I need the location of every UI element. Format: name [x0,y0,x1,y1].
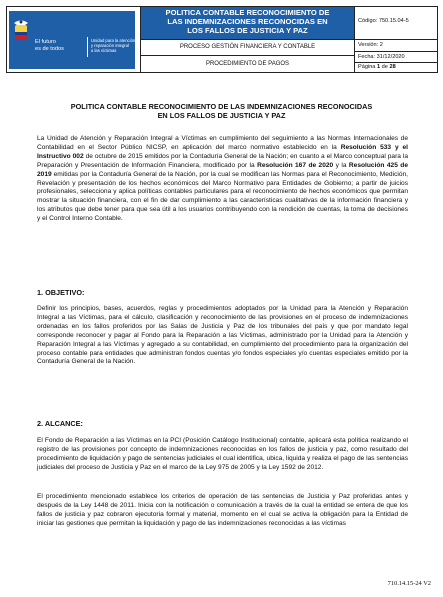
brand-line-1: El futuro [35,39,56,45]
objective-paragraph: Definir los principios, bases, acuerdos, reglas y procedimientos adoptados por la Unidad para la Atención y Reparación Integral a las Víctimas, para el cálculo, clasificación y reconocimiento de las provisiones en el proceso de indemnizaciones ordenadas en los fallos proferidos por las Salas de Justicia y Paz de los tribunales del país y que por mandato legal corresponde reconocer y pagar al Fondo para la Reparación a las Víctimas, administrado por la Unidad para la Atención y Reparación Integral a las Víctimas y agregado a su contabilidad, en cumplimiento del procedimiento para la organización del proceso contable para entidades que administran fondos cuentas y/o fondos especiales y/o cuentas especiales emitido por la Contaduría General de la Nación. [37,305,408,366]
page-number-cell [355,62,437,72]
intro-text-3: y la [333,161,349,169]
scope-heading: 2. ALCANCE: [37,419,83,428]
document-title-line-2: EN LOS FALLOS DE JUSTICIA Y PAZ [157,111,286,120]
page-total: 28 [389,64,396,70]
coat-of-arms-icon [12,19,30,45]
procedure-cell: PROCEDIMIENTO DE PAGOS [141,55,355,72]
intro-bold-2: Resolución 167 de 2020 [257,161,334,169]
logo-cell [7,7,141,72]
agency-name-line-2: y reparación integral [91,43,129,48]
scope-paragraph-1: El Fondo de Reparación a las Víctimas en la PCI (Posición Catálogo Institucional) contable, aplicará esta política realizando el registro de las provisiones por concepto de indemnizaciones reconocidas en los fallos de justicia y paz, como resultado del procedimiento de liquidación y pago de sentencias judiciales el cual identifica, ubica, liquida y realiza el pago de las sentencias judiciales del proceso de Justicia y Paz en el marco de la Ley 975 de 2005 y la Ley 1592 de 2012. [37,437,408,471]
logo-divider [87,37,88,57]
policy-title-line-1: POLITICA CONTABLE RECONOCIMIENTO DE [165,8,330,17]
policy-title-cell [141,7,355,39]
document-header [6,6,438,73]
page-current: 1 [376,64,381,70]
government-logo [9,11,135,69]
scope-paragraph-2: El procedimiento mencionado establece los criterios de operación de las sentencias de Justicia y Paz proferidas antes y después de la Ley 1448 de 2011. Inicia con la notificación o comunicación a través de la cual la entidad se entera de que los fallos de justicia y paz cobraron ejecutoria formal y material, momento en el cual se activa la obligación para la Entidad de iniciar las gestiones que permitan la liquidación y pago de las indemnizaciones reconocidas a las víctimas [37,493,408,527]
policy-title-line-2: LAS INDEMNIZACIONES RECONOCIDAS EN [167,17,328,26]
footer-form-code: 710.14.15-24 V2 [387,580,431,587]
policy-title-line-3: LOS FALLOS DE JUSTICIA Y PAZ [187,26,308,35]
intro-text-2: de octubre de 2015 emitidos por la Contaduría General de la Nación; en cuanto a el Marco conceptual para la Preparación y Presentación de Información Financiera, modificado por la [37,152,409,169]
code-cell: Código: 750.15.04-5 [358,18,409,24]
page-prefix: Página [358,64,377,70]
date-cell: Fecha: 31/12/2020 [355,51,437,62]
intro-bold-3: Resolución 425 de 2019 [37,161,408,178]
process-cell: PROCESO GESTIÓN FINANCIERA Y CONTABLE [141,39,355,55]
intro-bold-1: Resolución 533 y el Instructivo 002 [37,143,409,160]
agency-name-line-3: a las víctimas [91,48,117,53]
document-title [40,102,403,120]
intro-text-4: emitidas por la Contaduría General de la Nación, por la cual se modifican las Normas para el Reconocimiento, Medición, Revelación y presentación de los hechos económicos del Marco Normativo para Entidades de Gobierno; a partir de juicios profesionales, selecciona y aplica políticas contables particulares para el reconocimiento de hechos económicos que permitan mostrar la situación financiera, con el fin de dar cumplimiento a las características cualitativas de la información financiera y los atributos que debe tener para que sea útil a los usuarios contribuyendo con la rendición de cuentas, la toma de decisiones y el Control Interno Contable. [37,170,408,223]
page-mid: de [380,64,390,70]
document-title-line-1: POLITICA CONTABLE RECONOCIMIENTO DE LAS INDEMNIZACIONES RECONOCIDAS [70,102,373,111]
agency-name [91,38,135,53]
brand-line-2: es de todos [35,46,64,52]
version-cell: Versión: 2 [355,39,437,51]
intro-paragraph [37,135,408,224]
agency-name-line-1: Unidad para la atención [91,38,136,43]
intro-text-1: La Unidad de Atención y Reparación Integral a Víctimas en cumplimiento del seguimiento a las Normas Internacionales de Contabilidad en el Sector Público NICSP, en aplicación del marco normativo establecido en la [37,135,408,151]
objective-heading: 1. OBJETIVO: [37,288,85,297]
